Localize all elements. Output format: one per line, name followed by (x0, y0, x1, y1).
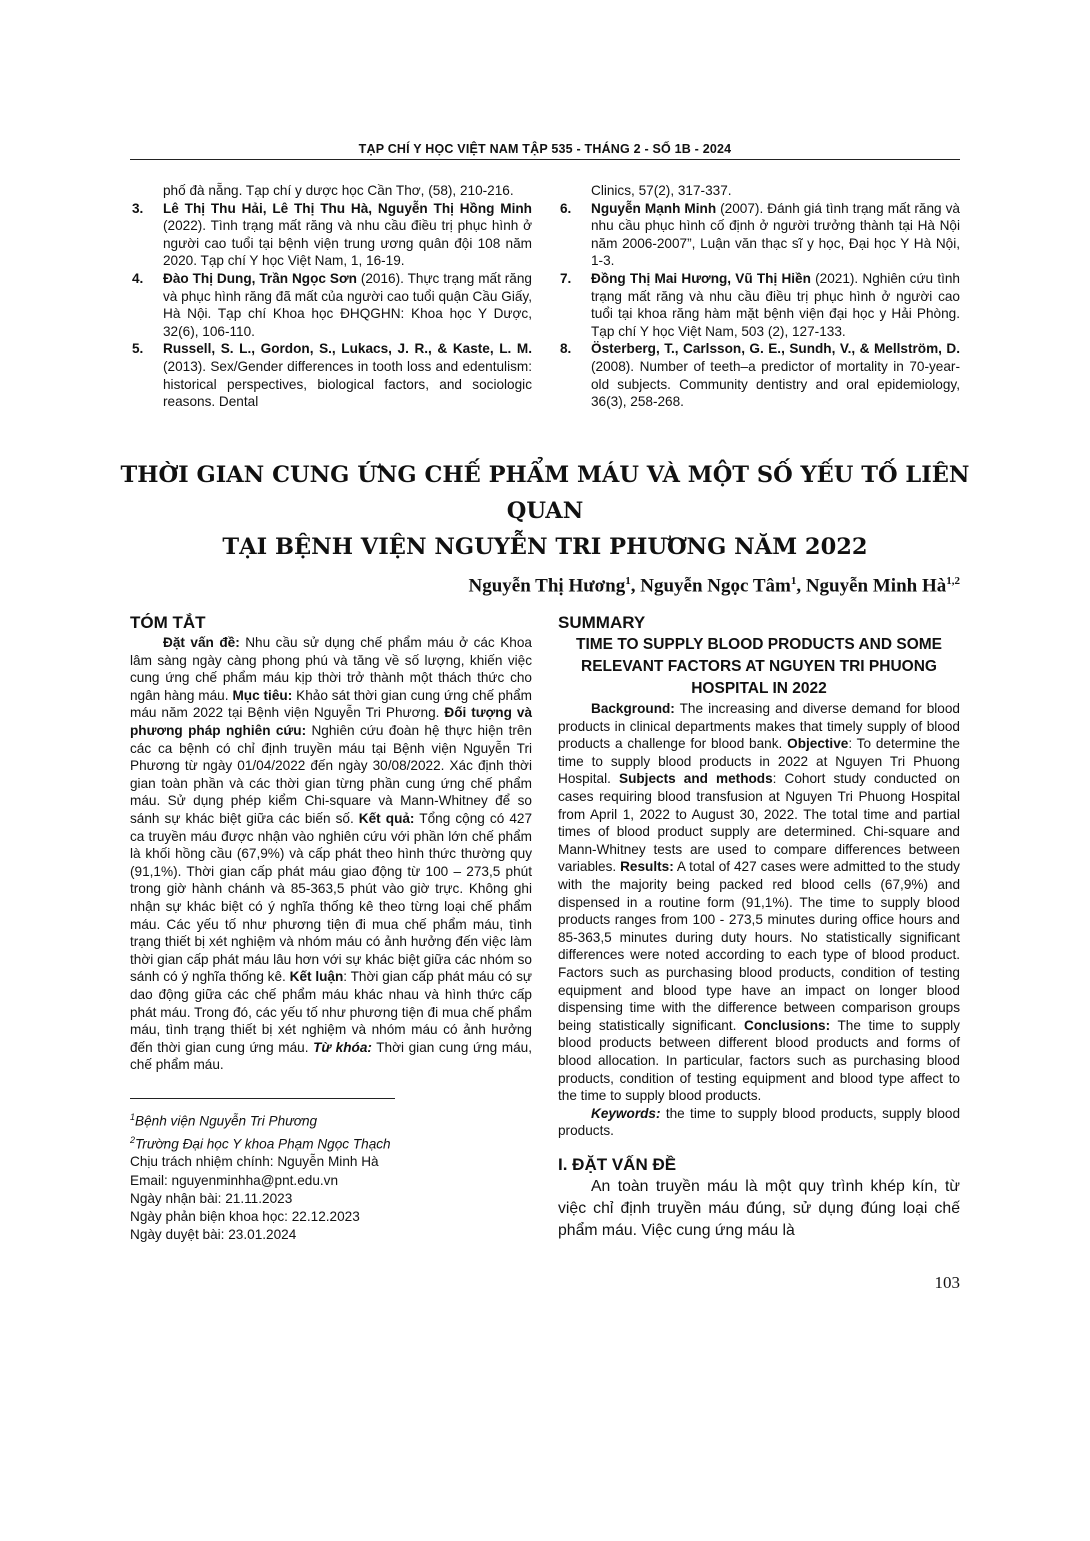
abstract-heading: TÓM TẮT (130, 613, 206, 633)
references-left (130, 182, 532, 411)
author-list: Nguyễn Thị Hương$^1$, Nguyễn Ngọc Tâm$^1$, Nguyễn Minh Hà$^{1,2}$ (468, 574, 960, 597)
summary-title: TIME TO SUPPLY BLOOD PRODUCTS AND SOME RELEVANT FACTORS AT NGUYEN TRI PHUONG HOSPITAL IN 2022 (575, 636, 942, 698)
text-run: : Cohort study conducted on cases requiring blood transfusion at Nguyen Tri Phuong Hospital from April 1, 2022 to August 30, 2022. The total time and partial times of blood product supply are determined. Chi-square and Mann-Whitney tests are used to compare differences between variables. (558, 771, 960, 875)
footnote-text: Chịu trách nhiệm chính: Nguyễn Minh Hà (130, 1154, 379, 1170)
text-run: The increasing and diverse demand for blood products in clinical departments makes that timely supply of blood products a challenge for blood bank. (558, 701, 960, 752)
page-number: 103 (934, 1273, 960, 1293)
text-run: Thời gian cung ứng máu, chế phẩm máu. (130, 1039, 532, 1073)
bold-label: Subjects and methods (619, 771, 773, 787)
author-affiliation: 1 (790, 574, 797, 587)
introduction-heading: I. ĐẶT VẤN ĐỀ (558, 1154, 677, 1174)
text-run: (2016). Thực trạng mất răng và phục hình răng đã mất của người cao tuổi quận Cầu Giấy, Hà Nội. Tạp chí Khoa học ĐHQGHN: Khoa học Y Dược, 32(6), 106-110. (163, 270, 532, 339)
bold-label: Mục tiêu: (232, 687, 293, 703)
bold-label: Objective (787, 736, 849, 752)
main-columns (130, 612, 960, 1244)
bold-label: Kết quả: (358, 810, 415, 826)
reference-number: 7. (560, 270, 572, 286)
bold-label: Results: (620, 859, 674, 875)
summary-english (558, 612, 960, 1242)
summary-heading: SUMMARY (558, 613, 646, 633)
reference-item (130, 182, 532, 200)
text-run: Nhu cầu sử dụng chế phẩm máu ở các Khoa lâm sàng ngày càng phong phú và tăng về số lượng, khiến việc cung ứng chế phẩm máu kịp thời trở thành một thách thức cho ngân hàng máu. (130, 635, 532, 703)
reference-item (558, 340, 960, 410)
text-run: (2013). Sex/Gender differences in tooth loss and edentulism: historical perspectives, biological factors, and sociologic reasons. Dental (163, 358, 532, 410)
reference-number: 3. (132, 200, 144, 216)
reference-number: 5. (132, 341, 144, 357)
summary-body (558, 700, 960, 1105)
references (130, 182, 960, 411)
footnotes (130, 1108, 532, 1244)
bold-label: Russell, S. L., Gordon, S., Lukacs, J. R., & Kaste, L. M. (163, 341, 532, 357)
reference-item (558, 200, 960, 270)
bold-label: Lê Thị Thu Hải, Lê Thị Thu Hà, Nguyễn Thị Hồng Minh (163, 200, 532, 216)
footnote (130, 1208, 532, 1226)
footnote-marker: 2 (130, 1134, 136, 1145)
bold-label: Background: (591, 701, 675, 717)
reference-number: 4. (132, 270, 144, 286)
article-title (110, 457, 980, 565)
footnote-text: Email: nguyenminhha@pnt.edu.vn (130, 1172, 339, 1188)
bold-label: Từ khóa: (313, 1039, 372, 1055)
footnote-text: Trường Đại học Y khoa Phạm Ngọc Thạch (135, 1136, 391, 1152)
bold-label: Keywords: (591, 1105, 661, 1121)
text-run: Nghiên cứu đoàn hệ thực hiện trên các ca bệnh có chỉ định truyền máu tại Bệnh viện Nguyễn Tri Phương từ ngày 01/04/2022 đến ngày 30/08/2022. Xác định thời gian toàn phần và các thời gian từng phần cung ứng chế phẩm máu. Sử dụng phép kiểm Chi-square và Mann-Whitney để so sánh sự khác biệt giữa các biến số. (130, 723, 532, 826)
text-run: Clinics, 57(2), 317-337. (591, 183, 732, 198)
text-run: the time to supply blood products, supply blood products. (558, 1105, 960, 1139)
author-affiliation: 1 (625, 574, 631, 587)
author: Nguyễn Minh Hà (805, 575, 947, 597)
bold-label: Đặt vấn đề: (163, 635, 240, 651)
text-run: (2008). Number of teeth–a predictor of mortality in 70-year-old subjects. Community dentistry and oral epidemiology, 36(3), 258-268. (591, 358, 960, 410)
footnote (130, 1172, 532, 1190)
text-run: A total of 427 cases were admitted to the study with the majority being packed red blood cells (67,9%) and dispensed in a routine form (91,1%). The time to supply blood products ranges from 100 - 273,5 minutes during office hours and 85-363,5 minutes during duty hours. No statistically significant differences were noted according to each type of blood product. Factors such as purchasing blood products, condition of testing equipment and blood type have an impact on longer blood dispensing time with the difference between comparison groups being statistically significant. (558, 859, 960, 1033)
bold-label: Đồng Thị Mai Hương, Vũ Thị Hiền (591, 270, 811, 286)
introduction-body: An toàn truyền máu là một quy trình khép kín, từ việc chỉ định truyền máu đúng, sử dụng đúng loại chế phẩm máu. Việc cung ứng máu là (558, 1177, 960, 1239)
text-run: : To determine the time to supply blood products in 2022 at Nguyen Tri Phuong Hospital. (558, 736, 960, 787)
footnote (130, 1190, 532, 1208)
author-affiliation: 1,2 (946, 574, 960, 587)
footnote (130, 1226, 532, 1244)
text-run: Khảo sát thời gian cung ứng chế phẩm máu năm 2022 tại Bệnh viện Nguyễn Tri Phương. (130, 687, 532, 721)
text-run: (2021). Nghiên cứu tình trạng mất răng và nhu cầu điều trị phục hình ở người cao tuổi tại khoa răng hàm mặt bệnh viện đại học y Hải Phòng. Tạp chí Y học Việt Nam, 503 (2), 127-133. (591, 270, 960, 339)
footnote-text: Ngày nhận bài: 21.11.2023 (130, 1190, 293, 1206)
title-line-2: TẠI BỆNH VIỆN NGUYỄN TRI PHƯƠNG NĂM 2022 (222, 533, 868, 560)
footnote-text: Ngày duyệt bài: 23.01.2024 (130, 1227, 297, 1243)
bold-label: Nguyễn Mạnh Minh (591, 200, 717, 216)
bold-label: Österberg, T., Carlsson, G. E., Sundh, V., & Mellström, D. (591, 341, 960, 357)
reference-item (130, 270, 532, 340)
text-run: (2022). Tình trạng mất răng và nhu cầu điều trị phục hình ở người cao tuổi tại bệnh viện trung ương quân đội 108 năm 2020. Tạp chí Y học Việt Nam, 1, 16-19. (163, 218, 532, 269)
text-run: The time to supply blood products between different blood products and forms of blood allocation. In particular, factors such as purchasing blood products, condition of testing equipment and blood type affect to the time to supply blood products. (558, 1017, 960, 1104)
footnote (130, 1108, 532, 1131)
reference-number: 6. (560, 200, 572, 216)
author: Nguyễn Thị Hương (468, 575, 626, 597)
journal-header: TẠP CHÍ Y HỌC VIỆT NAM TẬP 535 - THÁNG 2 - SỐ 1B - 2024 (358, 142, 732, 156)
text-run: phố đà nẵng. Tạp chí y dược học Cần Thơ, (58), 210-216. (163, 183, 514, 198)
footnote (130, 1153, 532, 1171)
footnote (130, 1131, 532, 1154)
footnote-marker: 1 (130, 1111, 136, 1122)
text-run: Tổng cộng có 427 ca truyền máu được nhận vào nghiên cứu với phần lớn chế phẩm là khối hồng cầu (67,9%) và cấp phát theo hình thức thường quy (91,1%). Thời gian cấp phát máu giao động từ 100 – 273,5 phút trong giờ hành chánh và 85-363,5 phút vào giờ trực. Không ghi nhận sự khác biệt có ý nghĩa thống kê theo từng loại chế phẩm máu. Các yếu tố như phương tiện đi mua chế phẩm máu, tình trạng thiết bị xét nghiệm và nhóm máu có ảnh hưởng đến việc làm thời gian cấp phát máu lâu hơn với sự khác biệt giữa các nhóm so sánh có ý nghĩa thống kê. (130, 810, 532, 985)
summary-keywords (558, 1105, 960, 1140)
abstract-body (130, 634, 532, 1074)
reference-number: 8. (560, 341, 572, 357)
title-line-1: THỜI GIAN CUNG ỨNG CHẾ PHẨM MÁU VÀ MỘT SỐ YẾU TỐ LIÊN QUAN (120, 461, 970, 524)
reference-item (130, 340, 532, 410)
author: Nguyễn Ngọc Tâm (640, 575, 791, 597)
reference-item (558, 182, 960, 200)
reference-item (558, 270, 960, 340)
bold-label: Kết luận (289, 969, 344, 985)
abstract-vietnamese (130, 612, 532, 1244)
footnote-text: Bệnh viện Nguyễn Tri Phương (135, 1113, 318, 1129)
text-run: (2007). Đánh giá tình trạng mất răng và nhu cầu phục hình cố định ở người trưởng thành tại Hà Nội năm 2006-2007”, Luận văn thạc sĩ y học, Đại học Y Hà Nội, 1-3. (591, 200, 960, 269)
header-divider (130, 159, 960, 160)
footnote-divider (130, 1098, 395, 1099)
footnote-text: Ngày phản biện khoa học: 22.12.2023 (130, 1208, 360, 1224)
text-run: : Thời gian cấp phát máu có sự dao động giữa các chế phẩm máu khác nhau và hình thức cấp phát máu. Trong đó, các yếu tố như phương tiện đi mua chế phẩm máu, tình trạng thiết bị xét nghiệm và nhóm máu có ảnh hưởng đến thời gian cung ứng máu. (130, 969, 533, 1055)
references-right (558, 182, 960, 411)
reference-item (130, 200, 532, 270)
bold-label: Đào Thị Dung, Trần Ngọc Sơn (163, 270, 357, 286)
bold-label: Conclusions: (744, 1017, 831, 1033)
bold-label: Đối tượng và phương pháp nghiên cứu: (130, 705, 533, 739)
